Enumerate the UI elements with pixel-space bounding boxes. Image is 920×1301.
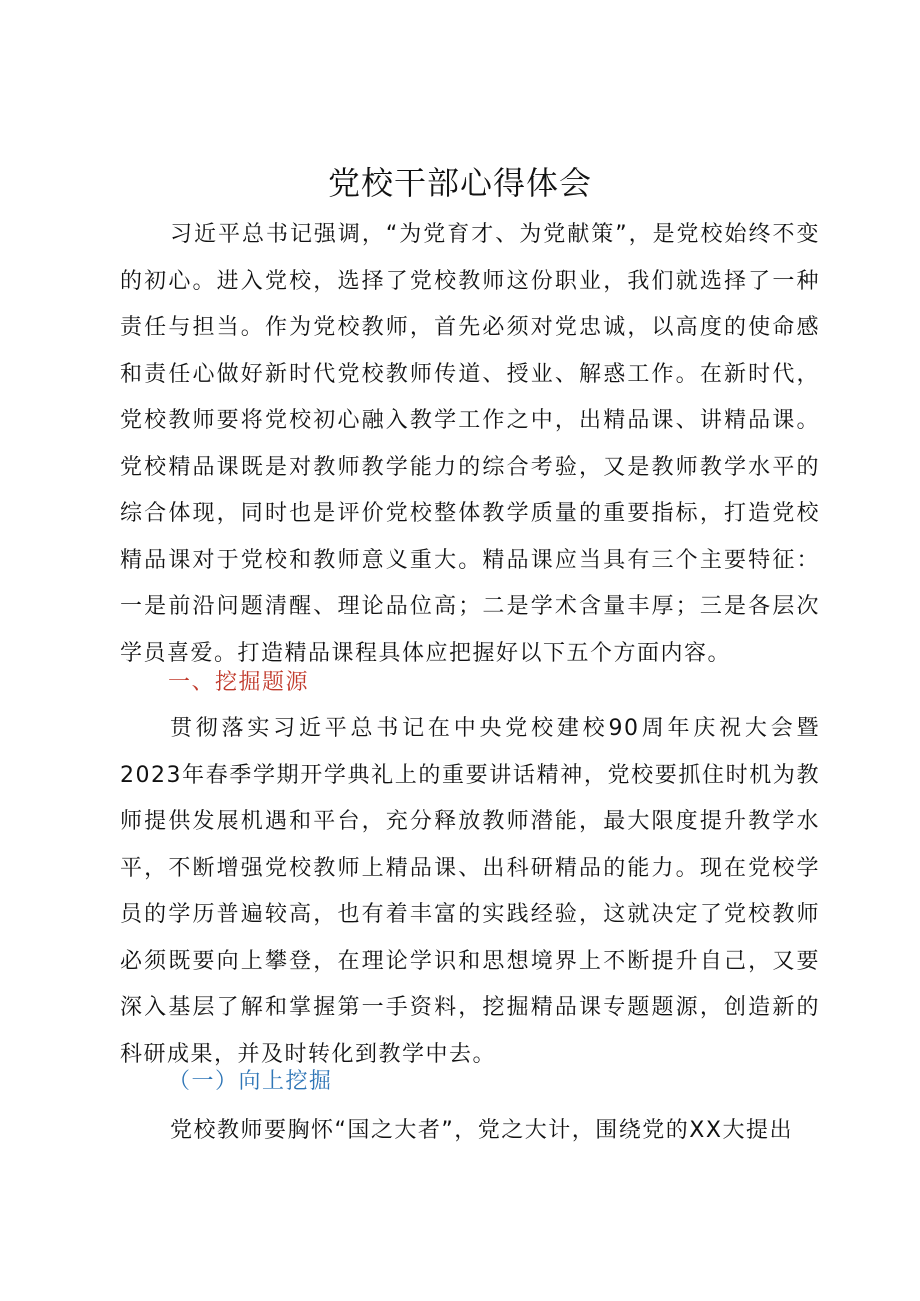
- document-title: 党校干部心得体会: [327, 164, 592, 202]
- subsection-heading-1: （一）向上挖掘: [168, 1069, 333, 1094]
- paragraph-intro: 习近平总书记强调，“为党育才、为党献策”，是党校始终不变的初心。进入党校，选择了党校教师这份职业，我们就选择了一种责任与担当。作为党校教师，首先必须对党忠诚，以高度的使命感和责任心做好新时代党校教师传道、授业、解惑工作。在新时代，党校教师要将党校初心融入教学工作之中，出精品课、讲精品课。党校精品课既是对教师教学能力的综合考验，又是教师教学水平的综合体现，同时也是评价党校整体教学质量的重要指标，打造党校精品课对于党校和教师意义重大。精品课应当具有三个主要特征：一是前沿问题清醒、理论品位高；二是学术含量丰厚；三是各层次学员喜爱。打造精品课程具体应把握好以下五个方面内容。: [120, 222, 821, 666]
- paragraph-section-1: 贯彻落实习近平总书记在中央党校建校90周年庆祝大会暨2023年春季学期开学典礼上的重要讲话精神，党校要抓住时机为教师提供发展机遇和平台，充分释放教师潜能，最大限度提升教学水平，不断增强党校教师上精品课、出科研精品的能力。现在党校学员的学历普遍较高，也有着丰富的实践经验，这就决定了党校教师必须既要向上攀登，在理论学识和思想境界上不断提升自己，又要深入基层了解和掌握第一手资料，挖掘精品课专题题源，创造新的科研成果，并及时转化到教学中去。: [120, 716, 820, 1067]
- section-heading-1: 一、挖掘题源: [168, 670, 310, 695]
- paragraph-subsection-1: 党校教师要胸怀“国之大者”，党之大计，围绕党的XX大提出: [170, 1118, 793, 1143]
